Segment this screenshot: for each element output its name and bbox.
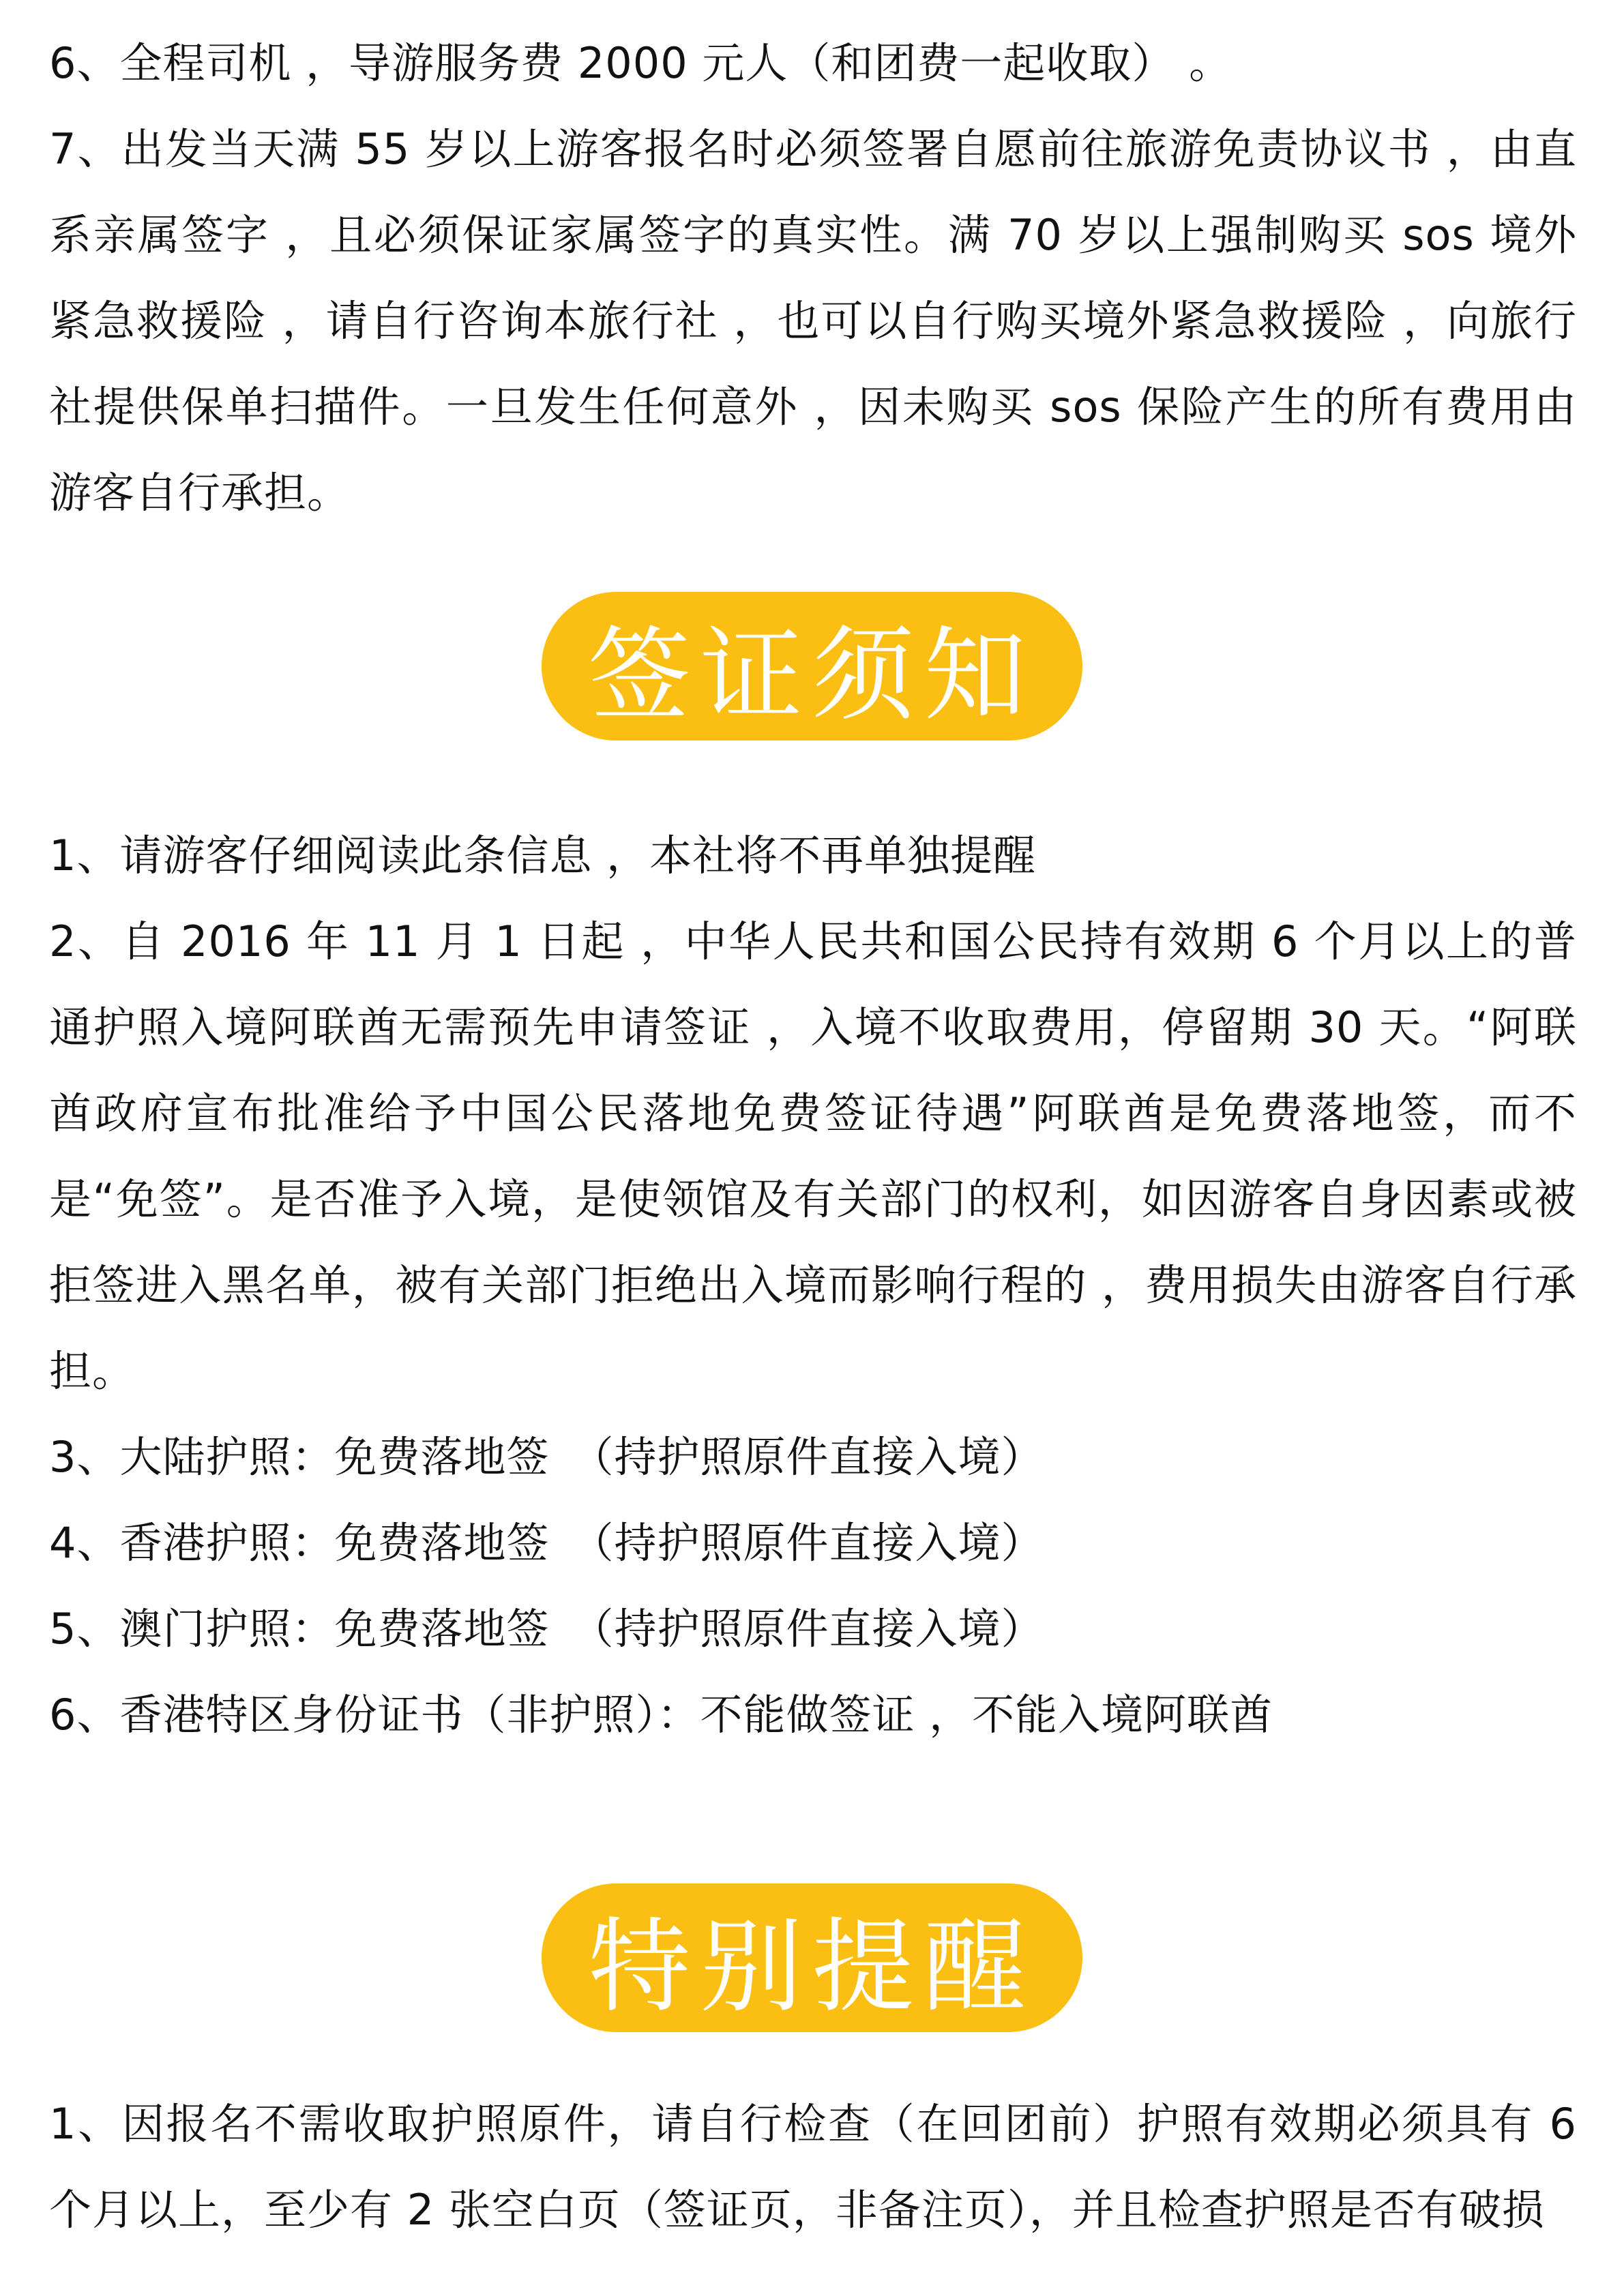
list-item: 7、出发当天满 55 岁以上游客报名时必须签署自愿前往旅游免责协议书 ，由直系亲属签字 ，且必须保证家属签字的真实性。满 70 岁以上强制购买 sos 境外紧急救援险 ，请自行咨询本旅行社 ，也可以自行购买境外紧急救援险 ，向旅行社提供保单扫描件。一旦发生任何意外 ，因未购买 sos 保险产生的所有费用由游客自行承担。	[49, 124, 1578, 518]
reminder-heading: 特别提醒	[542, 1883, 1082, 2032]
list-item: 1、因报名不需收取护照原件，请自行检查（在回团前）护照有效期必须具有 6 个月以上，至少有 2 张空白页（签证页，非备注页），并且检查护照是否有破损	[49, 2099, 1577, 2235]
reminder-section	[49, 2081, 1577, 2253]
list-item: 3、大陆护照：免费落地签 （持护照原件直接入境）	[49, 1432, 1044, 1482]
list-item: 4、香港护照：免费落地签 （持护照原件直接入境）	[49, 1518, 1044, 1568]
list-item: 1、请游客仔细阅读此条信息 ，本社将不再单独提醒	[49, 831, 1037, 880]
visa-heading-wrap	[0, 592, 1624, 741]
list-item: 6、全程司机 ，导游服务费 2000 元人（和团费一起收取） 。	[49, 38, 1232, 88]
visa-heading: 签证须知	[542, 592, 1082, 741]
reminder-heading-wrap	[0, 1883, 1624, 2032]
list-item: 5、澳门护照：免费落地签 （持护照原件直接入境）	[49, 1604, 1044, 1654]
top-section	[49, 20, 1577, 536]
list-item: 6、香港特区身份证书（非护照）：不能做签证 ，不能入境阿联酋	[49, 1690, 1273, 1740]
list-item: 2、自 2016 年 11 月 1 日起 ，中华人民共和国公民持有效期 6 个月以上的普通护照入境阿联酋无需预先申请签证 ，入境不收取费用，停留期 30 天。“阿联酋政府宣布批准给予中国公民落地免费签证待遇”阿联酋是免费落地签，而不是“免签”。是否准予入境，是使领馆及有关部门的权利，如因游客自身因素或被拒签进入黑名单，被有关部门拒绝出入境而影响行程的 ，费用损失由游客自行承担。	[49, 916, 1577, 1396]
visa-section	[49, 813, 1577, 1758]
